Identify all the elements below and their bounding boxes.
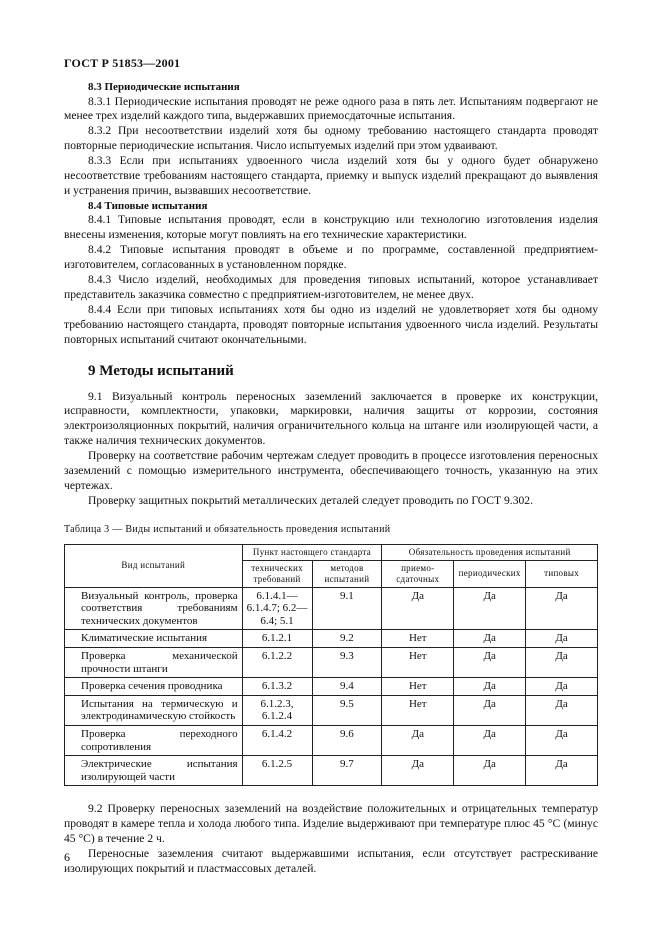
paragraph-9-1: 9.1 Визуальный контроль переносных заземлений заключается в проверке их конструкции, исправности, комплектности, упаковки, маркировки, наличия защиты от коррозии, состояния электроизоляционных покрытий, наличия ограничительного кольца на штанге или изолирующей части, а также наличия технических документов.: [64, 389, 598, 448]
method-ref: 9.5: [312, 695, 382, 725]
header-type: типовых: [526, 560, 598, 587]
header-tech-req: технических требований: [242, 560, 312, 587]
tech-req-ref: 6.1.2.5: [242, 756, 312, 786]
acceptance-value: Да: [382, 726, 454, 756]
method-ref: 9.3: [312, 648, 382, 678]
header-methods: методов испытаний: [312, 560, 382, 587]
acceptance-value: Нет: [382, 630, 454, 648]
periodic-value: Да: [454, 695, 526, 725]
type-value: Да: [526, 695, 598, 725]
acceptance-value: Да: [382, 756, 454, 786]
table-row: [65, 726, 598, 756]
table-row: [65, 630, 598, 648]
paragraph-9-1-coatings: Проверку защитных покрытий металлических деталей следует проводить по ГОСТ 9.302.: [88, 493, 533, 507]
table-row: [65, 695, 598, 725]
tech-req-ref: 6.1.4.2: [242, 726, 312, 756]
header-acceptance: приемо-сдаточных: [382, 560, 454, 587]
method-ref: 9.4: [312, 678, 382, 696]
periodic-value: Да: [454, 678, 526, 696]
periodic-value: Да: [454, 726, 526, 756]
type-value: Да: [526, 587, 598, 630]
header-kind: Вид испытаний: [65, 544, 243, 587]
periodic-value: Да: [454, 587, 526, 630]
paragraph-8-3-2: 8.3.2 При несоответствии изделий хотя бы одному требованию настоящего стандарта проводят повторные периодические испытания. Число испытуемых изделий при этом удваивают.: [64, 124, 598, 153]
tests-table: [64, 544, 598, 787]
table-row: [65, 648, 598, 678]
document-body: [64, 80, 598, 877]
periodic-value: Да: [454, 756, 526, 786]
acceptance-value: Да: [382, 587, 454, 630]
test-name: Проверка механической прочности штанги: [65, 648, 243, 678]
method-ref: 9.6: [312, 726, 382, 756]
type-value: Да: [526, 630, 598, 648]
test-name: Климатические испытания: [65, 630, 243, 648]
method-ref: 9.1: [312, 587, 382, 630]
type-value: Да: [526, 648, 598, 678]
method-ref: 9.2: [312, 630, 382, 648]
section-8-3-title: 8.3 Периодические испытания: [88, 81, 240, 93]
paragraph-8-4-2: 8.4.2 Типовые испытания проводят в объеме и по программе, составленной предприятием-изготовителем, согласованных в установленном порядке.: [64, 243, 598, 272]
tech-req-ref: 6.1.2.2: [242, 648, 312, 678]
paragraph-9-2-result: Переносные заземления считают выдержавшими испытания, если отсутствует растрескивание изолирующих покрытий и пластмассовых деталей.: [64, 847, 598, 875]
tech-req-ref: 6.1.2.1: [242, 630, 312, 648]
tech-req-ref: 6.1.4.1— 6.1.4.7; 6.2—6.4; 5.1: [242, 587, 312, 630]
section-8-4-title: 8.4 Типовые испытания: [88, 199, 208, 212]
tech-req-ref: 6.1.2.3, 6.1.2.4: [242, 695, 312, 725]
test-name: Электрические испытания изолирующей части: [65, 756, 243, 786]
table-row: [65, 756, 598, 786]
paragraph-8-4-3: 8.4.3 Число изделий, необходимых для проведения типовых испытаний, которое устанавливает представитель заказчика совместно с предприятием-изготовителем, не менее двух.: [64, 272, 598, 301]
paragraph-8-3-1: 8.3.1 Периодические испытания проводят не реже одного раза в пять лет. Испытаниям подвергают не менее трех изделий каждого типа, выдержавших приемосдаточные испытания.: [64, 94, 598, 123]
document-code-header: ГОСТ Р 51853—2001: [64, 56, 181, 70]
header-standard-point: Пункт настоящего стандарта: [242, 544, 382, 560]
test-name: Проверка переходного сопротивления: [65, 726, 243, 756]
tech-req-ref: 6.1.3.2: [242, 678, 312, 696]
acceptance-value: Нет: [382, 648, 454, 678]
table-row: [65, 587, 598, 630]
acceptance-value: Нет: [382, 678, 454, 696]
method-ref: 9.7: [312, 756, 382, 786]
test-name: Визуальный контроль, проверка соответствия требованиям технических документов: [65, 587, 243, 630]
header-obligation: Обязательность проведения испытаний: [382, 544, 598, 560]
paragraph-9-2: 9.2 Проверку переносных заземлений на воздействие положительных и отрицательных температур проводят в камере тепла и холода любого типа. Изделие выдерживают при температуре плюс 45 °С (минус 45 °С) в течение 2 ч.: [64, 802, 598, 846]
paragraph-8-3-3: 8.3.3 Если при испытаниях удвоенного числа изделий хотя бы у одного будет обнаружено несоответствие требованиям настоящего стандарта, приемку и выпуск изделий прекращают до выявления и устранения причин, вызвавших несоответствие.: [64, 154, 598, 197]
page-number: 6: [64, 850, 70, 864]
paragraph-9-1-drawings: Проверку на соответствие рабочим чертежам следует проводить в процессе изготовления переносных заземлений с помощью измерительного инструмента, обеспечивающего точность, указанную на этих чертежах.: [64, 449, 598, 492]
periodic-value: Да: [454, 648, 526, 678]
test-name: Испытания на термическую и электродинамическую стойкость: [65, 695, 243, 725]
paragraph-8-4-1: 8.4.1 Типовые испытания проводят, если в конструкцию или технологию изготовления изделия внесены изменения, которые могут повлиять на его технические характеристики.: [64, 213, 598, 242]
type-value: Да: [526, 726, 598, 756]
type-value: Да: [526, 678, 598, 696]
section-9-title: 9 Методы испытаний: [88, 362, 234, 379]
table-row: [65, 678, 598, 696]
periodic-value: Да: [454, 630, 526, 648]
paragraph-8-4-4: 8.4.4 Если при типовых испытаниях хотя бы одно из изделий не удовлетворяет хотя бы одному требованию настоящего стандарта, проводят повторные испытания удвоенного числа изделий. Результаты повторных испытаний считают окончательными.: [64, 302, 598, 346]
table-caption: Таблица 3 — Виды испытаний и обязательность проведения испытаний: [64, 523, 391, 535]
test-name: Проверка сечения проводника: [65, 678, 243, 696]
type-value: Да: [526, 756, 598, 786]
header-periodic: периодических: [454, 560, 526, 587]
acceptance-value: Нет: [382, 695, 454, 725]
